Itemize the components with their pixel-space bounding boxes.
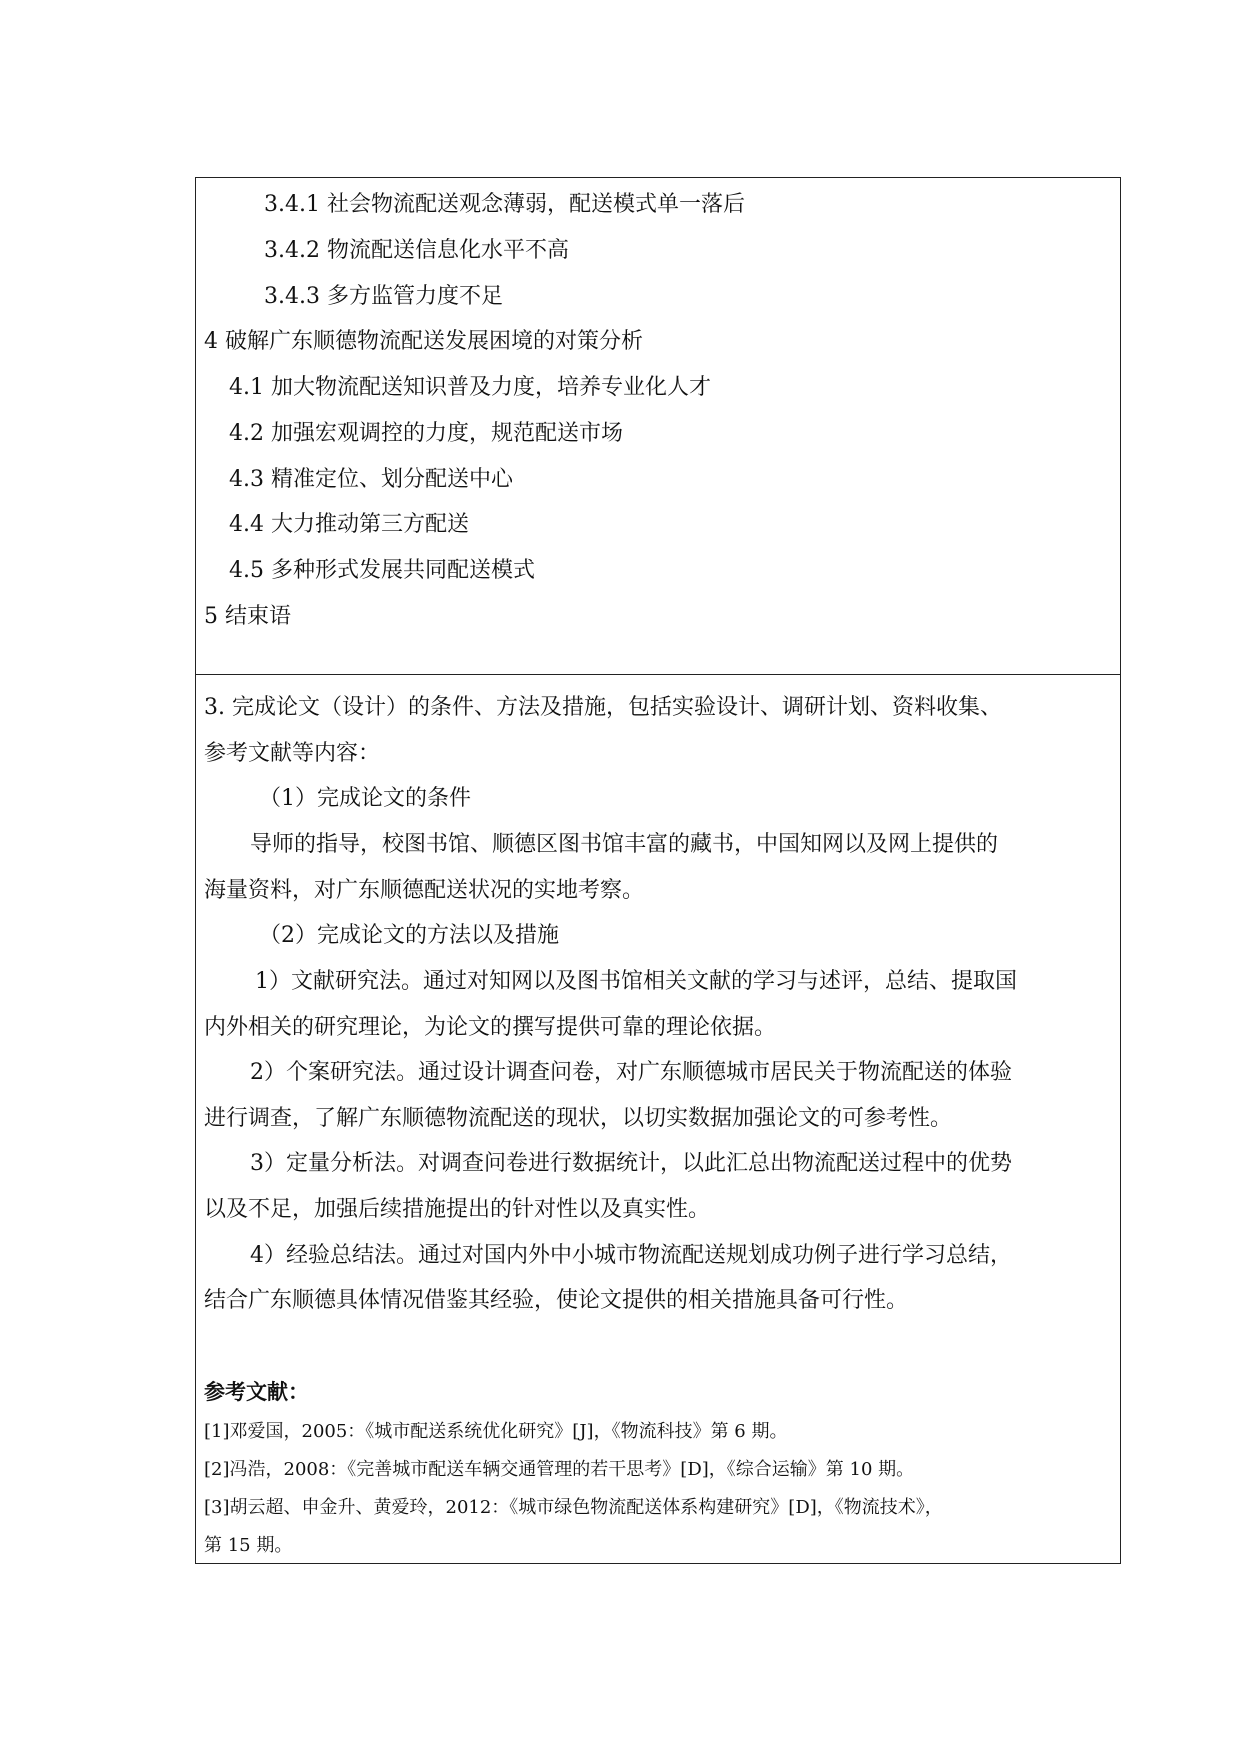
outline-item-4-1: 4.1 加大物流配送知识普及力度，培养专业化人才	[229, 375, 711, 400]
method-1-line1: 1）文献研究法。通过对知网以及图书馆相关文献的学习与述评，总结、提取国	[255, 969, 1017, 994]
method-1-line2: 内外相关的研究理论，为论文的撰写提供可靠的理论依据。	[204, 1015, 777, 1040]
conditions-text-line1: 导师的指导，校图书馆、顺德区图书馆丰富的藏书，中国知网以及网上提供的	[250, 832, 999, 857]
outline-item-5: 5 结束语	[204, 604, 291, 629]
outline-item-4-2: 4.2 加强宏观调控的力度，规范配送市场	[229, 421, 623, 446]
method-3-line1: 3）定量分析法。对调查问卷进行数据统计，以此汇总出物流配送过程中的优势	[250, 1151, 1012, 1176]
conditions-text-line2: 海量资料，对广东顺德配送状况的实地考察。	[204, 878, 645, 903]
outline-item-3-4-3: 3.4.3 多方监管力度不足	[264, 284, 503, 309]
section3-heading-line2: 参考文献等内容：	[204, 741, 381, 766]
outline-item-3-4-1: 3.4.1 社会物流配送观念薄弱，配送模式单一落后	[264, 192, 745, 217]
references-title: 参考文献：	[204, 1379, 309, 1404]
reference-3-line1: [3]胡云超、申金升、黄爱玲，2012：《城市绿色物流配送体系构建研究》[D]，《物流技术》，	[204, 1497, 943, 1518]
method-2-line1: 2）个案研究法。通过设计调查问卷，对广东顺德城市居民关于物流配送的体验	[250, 1060, 1012, 1085]
section3-heading-line1: 3. 完成论文（设计）的条件、方法及措施，包括实验设计、调研计划、资料收集、	[204, 695, 1002, 720]
reference-3-line2: 第 15 期。	[204, 1535, 293, 1556]
method-4-line2: 结合广东顺德具体情况借鉴其经验，使论文提供的相关措施具备可行性。	[204, 1288, 909, 1313]
outline-item-4-5: 4.5 多种形式发展共同配送模式	[229, 558, 535, 583]
method-2-line2: 进行调查，了解广东顺德物流配送的现状，以切实数据加强论文的可参考性。	[204, 1106, 953, 1131]
methods-title: （2）完成论文的方法以及措施	[259, 923, 559, 948]
outline-item-4-3: 4.3 精准定位、划分配送中心	[229, 467, 513, 492]
reference-2: [2]冯浩，2008：《完善城市配送车辆交通管理的若干思考》[D]，《综合运输》第 10 期。	[204, 1459, 915, 1480]
reference-1: [1]邓爱国，2005：《城市配送系统优化研究》[J]，《物流科技》第 6 期。	[204, 1421, 788, 1442]
outline-item-4: 4 破解广东顺德物流配送发展困境的对策分析	[204, 329, 643, 354]
method-3-line2: 以及不足，加强后续措施提出的针对性以及真实性。	[204, 1197, 711, 1222]
outline-item-3-4-2: 3.4.2 物流配送信息化水平不高	[264, 238, 569, 263]
conditions-title: （1）完成论文的条件	[259, 786, 471, 811]
table-row-divider	[195, 674, 1121, 675]
method-4-line1: 4）经验总结法。通过对国内外中小城市物流配送规划成功例子进行学习总结，	[250, 1243, 1012, 1268]
outline-item-4-4: 4.4 大力推动第三方配送	[229, 512, 469, 537]
